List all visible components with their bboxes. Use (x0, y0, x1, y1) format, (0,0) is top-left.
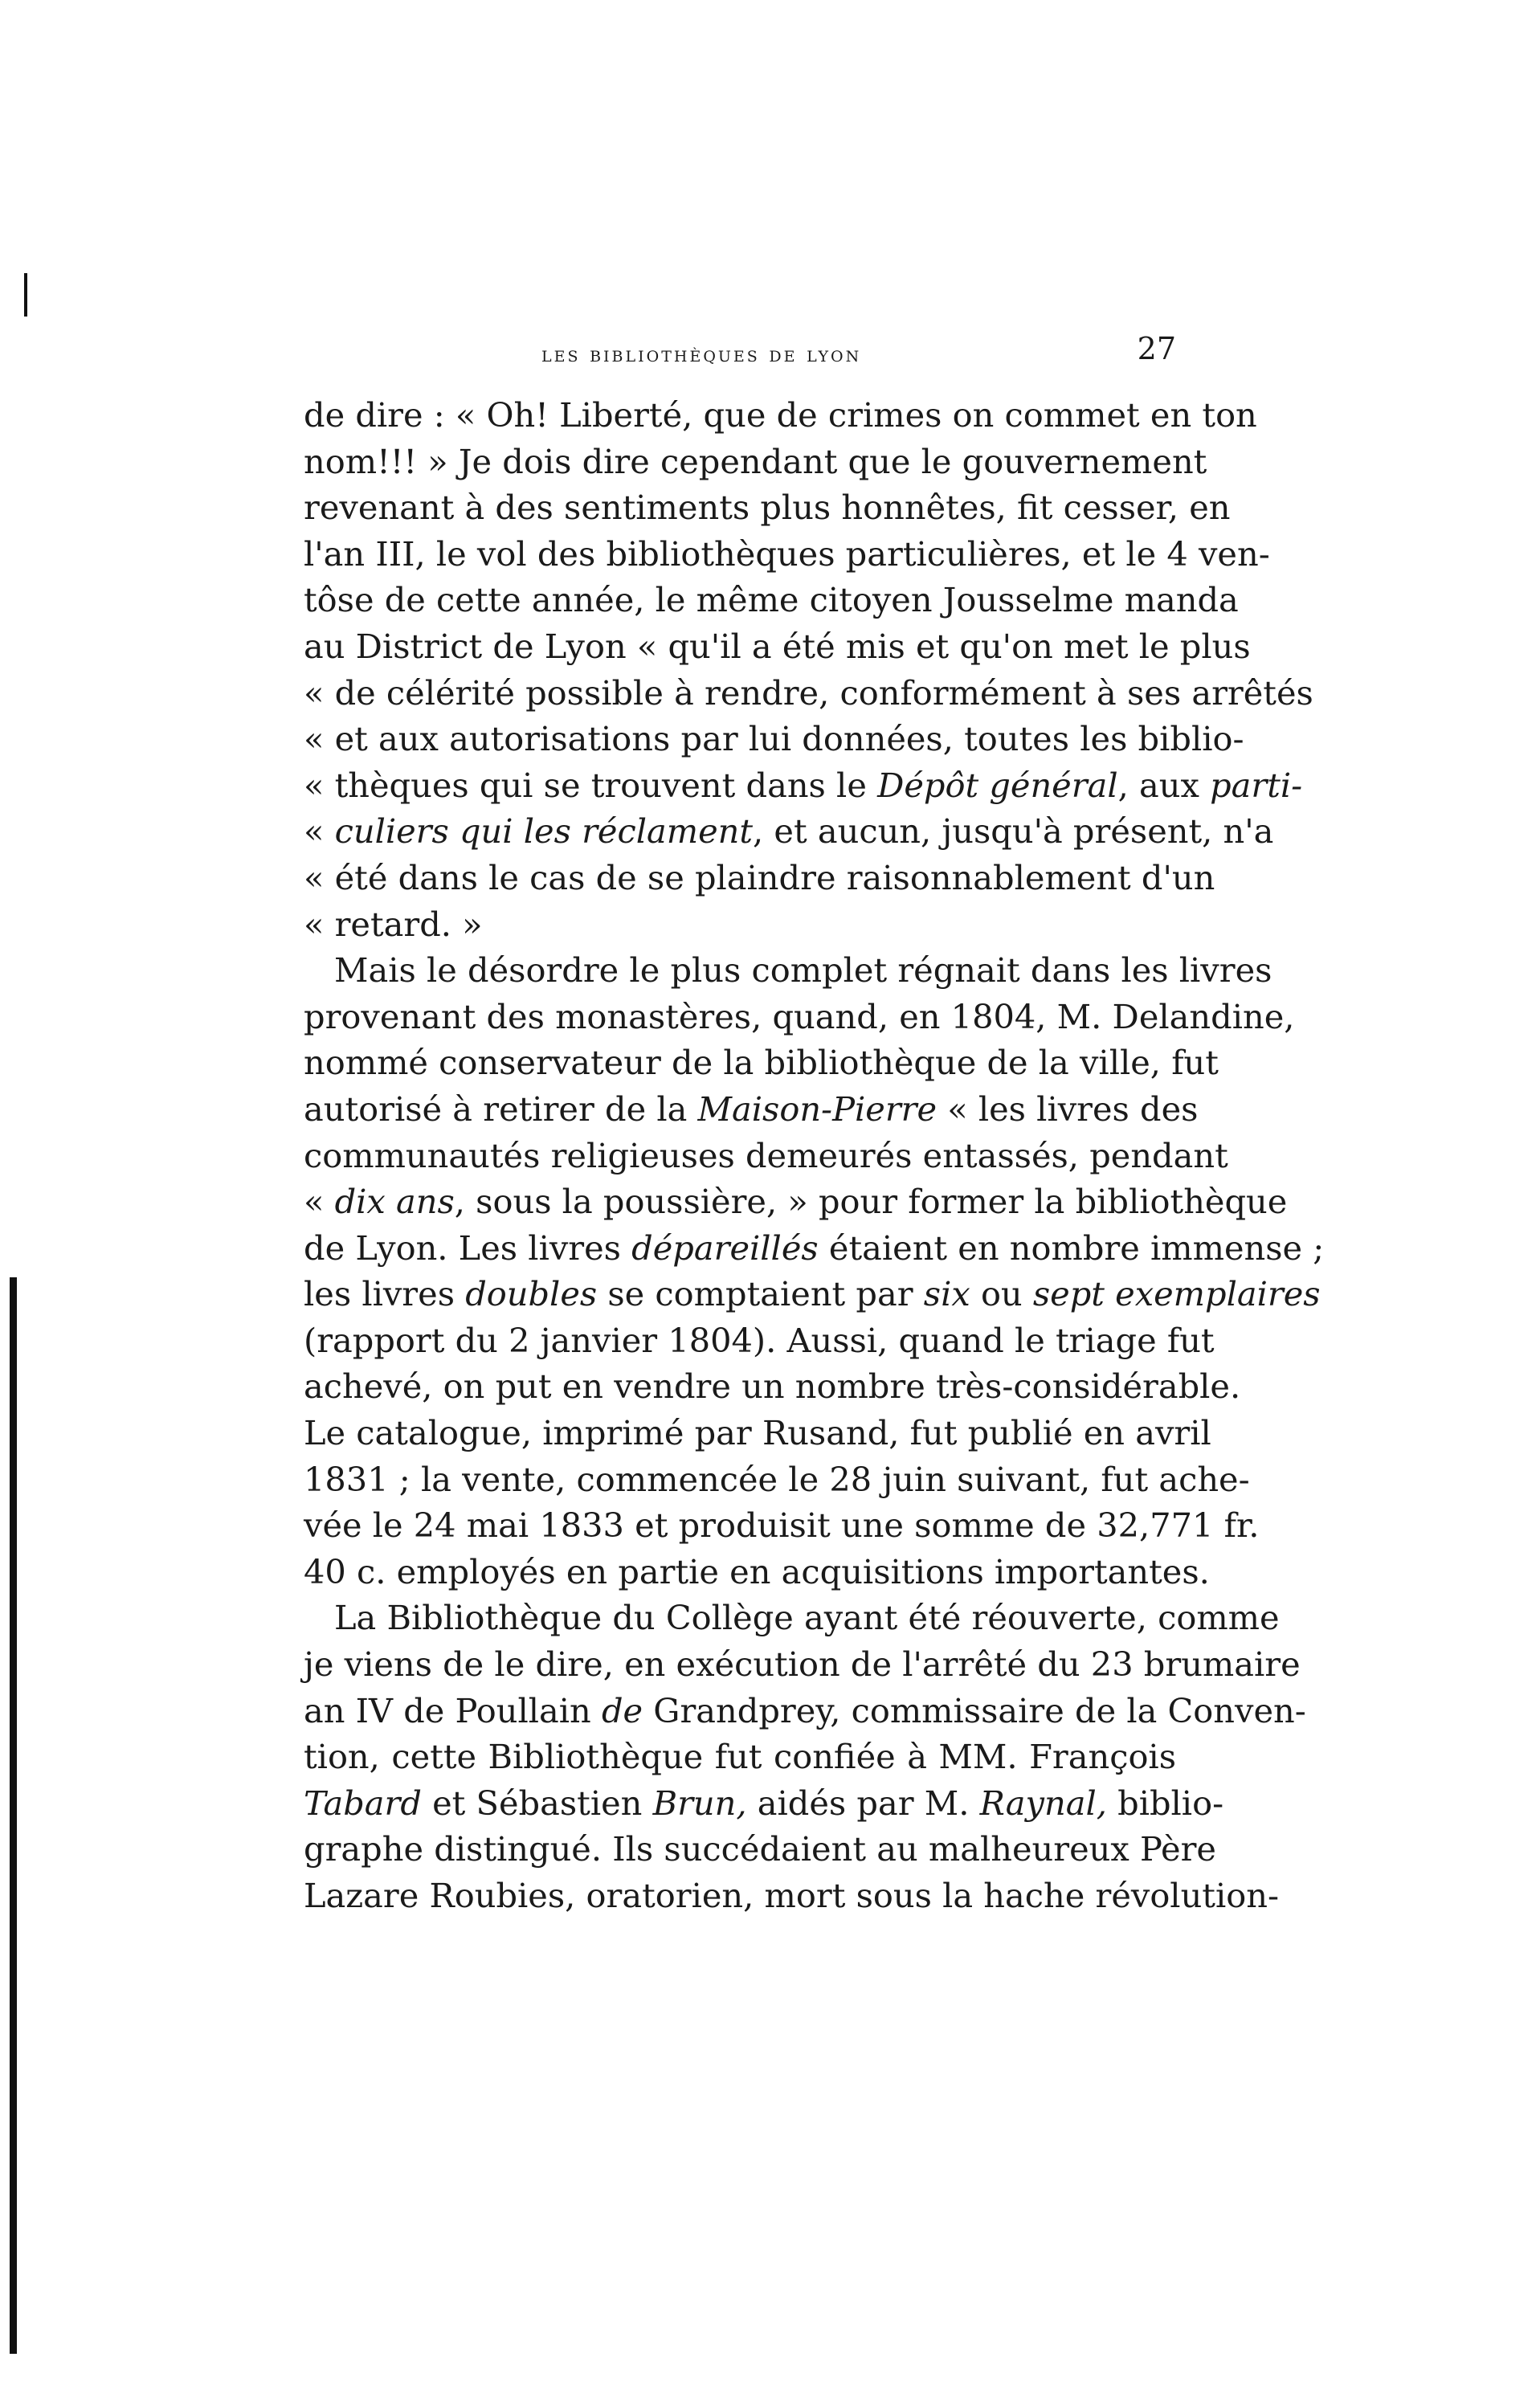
text-line: « été dans le cas de se plaindre raisonnablement d'un (304, 857, 1215, 897)
text-line: tôse de cette année, le même citoyen Jousselme manda (304, 580, 1239, 620)
text-line: nommé conservateur de la bibliothèque de la ville, fut (304, 1043, 1219, 1083)
text-line: « dix ans, sous la poussière, » pour former la bibliothèque (304, 1182, 1288, 1222)
text-line: Le catalogue, imprimé par Rusand, fut publié en avril (304, 1413, 1211, 1453)
text-line: Tabard et Sébastien Brun, aidés par M. Raynal, biblio- (304, 1783, 1224, 1823)
text-line: tion, cette Bibliothèque fut confiée à MM. François (304, 1737, 1176, 1777)
text-line: Mais le désordre le plus complet régnait dans les livres (334, 950, 1272, 991)
text-line: « de célérité possible à rendre, conformément à ses arrêtés (304, 672, 1313, 713)
text-line: an IV de Poullain de Grandprey, commissaire de la Conven- (304, 1690, 1306, 1730)
text-line: « retard. » (304, 904, 483, 944)
text-line: 1831 ; la vente, commencée le 28 juin suivant, fut ache- (304, 1459, 1250, 1499)
page-header (304, 331, 1176, 379)
text-line: autorisé à retirer de la Maison-Pierre « les livres des (304, 1089, 1199, 1129)
text-line: au District de Lyon « qu'il a été mis et qu'on met le plus (304, 626, 1251, 666)
text-line: les livres doubles se comptaient par six ou sept exemplaires (304, 1274, 1321, 1314)
text-line: de dire : « Oh! Liberté, que de crimes on commet en ton (304, 395, 1257, 435)
text-line: revenant à des sentiments plus honnêtes, fit cesser, en (304, 488, 1231, 528)
text-line: achevé, on put en vendre un nombre très-considérable. (304, 1366, 1241, 1407)
text-line: (rapport du 2 janvier 1804). Aussi, quand le triage fut (304, 1320, 1215, 1360)
text-line: « et aux autorisations par lui données, toutes les biblio- (304, 719, 1244, 759)
text-line: 40 c. employés en partie en acquisitions importantes. (304, 1551, 1210, 1591)
text-line: nom!!! » Je dois dire cependant que le gouvernement (304, 441, 1207, 481)
scan-edge-mark-top (24, 273, 27, 317)
text-line: je viens de le dire, en exécution de l'arrêté du 23 brumaire (304, 1644, 1301, 1685)
scan-edge-mark-left (10, 1277, 17, 2354)
text-line: La Bibliothèque du Collège ayant été réouverte, comme (334, 1598, 1280, 1638)
text-line: « thèques qui se trouvent dans le Dépôt général, aux parti- (304, 765, 1303, 805)
text-line: « culiers qui les réclament, et aucun, jusqu'à présent, n'a (304, 811, 1274, 852)
body-text (304, 392, 1325, 1919)
text-line: graphe distingué. Ils succédaient au malheureux Père (304, 1829, 1216, 1869)
text-line: l'an III, le vol des bibliothèques particulières, et le 4 ven- (304, 533, 1270, 574)
text-line: vée le 24 mai 1833 et produisit une somme de 32,771 fr. (304, 1505, 1260, 1546)
text-line: communautés religieuses demeurés entassés, pendant (304, 1135, 1228, 1175)
text-line: provenant des monastères, quand, en 1804, M. Delandine, (304, 996, 1295, 1036)
text-line: de Lyon. Les livres dépareillés étaient en nombre immense ; (304, 1228, 1325, 1268)
page-number: 27 (1137, 331, 1176, 366)
running-title: les bibliothèques de lyon (541, 342, 862, 367)
text-line: Lazare Roubies, oratorien, mort sous la hache révolution- (304, 1876, 1279, 1915)
